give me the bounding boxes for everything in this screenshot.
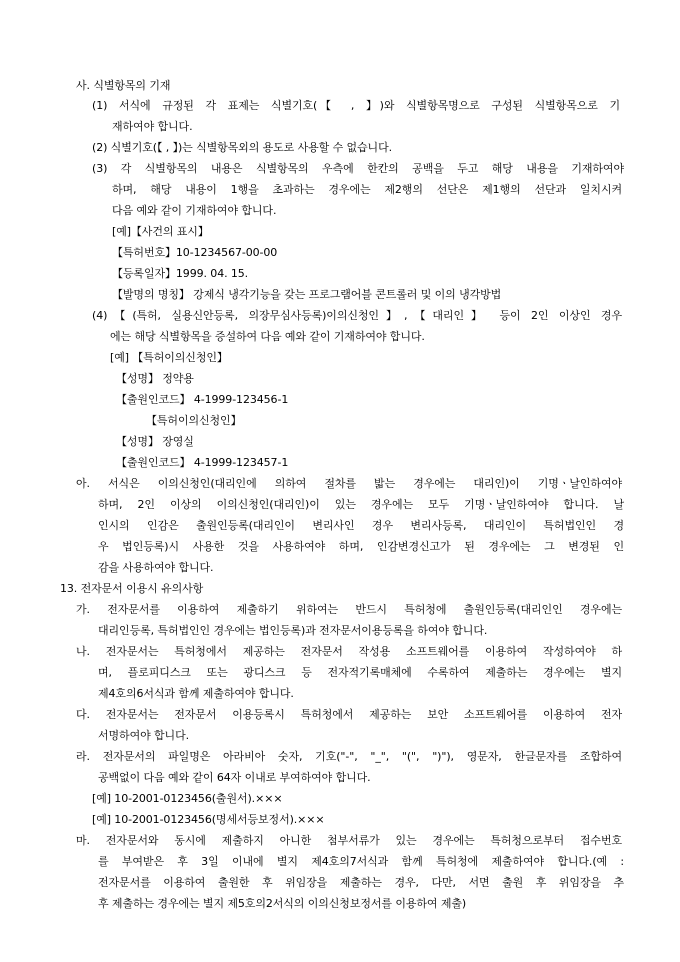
section-item: 마. 전자문서와 동시에 제출하지 아니한 첨부서류가 있는 경우에는 특허청으로부터 접수번호 bbox=[76, 834, 622, 847]
section-item-continuation: 감을 사용하여야 합니다. bbox=[98, 561, 214, 574]
section-item-continuation: 하며, 2인 이상의 이의신청인(대리인)이 있는 경우에는 모두 기명ㆍ날인하여야 합니다. 날 bbox=[98, 498, 624, 511]
example-line: [예] 【특허이의신청인】 bbox=[110, 351, 228, 364]
section-item-continuation: 후 제출하는 경우에는 별지 제5호의2서식의 이의신청보정서를 이용하여 제출) bbox=[98, 897, 467, 910]
example-line: 【발명의 명칭】 강제식 냉각기능을 갖는 프로그램어블 콘트롤러 및 이의 냉각방법 bbox=[112, 288, 502, 301]
list-item-continuation: 재하여야 합니다. bbox=[112, 120, 193, 133]
section-item: 나. 전자문서는 특허청에서 제공하는 전자문서 작성용 소프트웨어를 이용하여 작성하여야 하 bbox=[76, 645, 622, 658]
example-line: 【특허이의신청인】 bbox=[146, 414, 242, 427]
section-item-continuation: 를 부여받은 후 3일 이내에 별지 제4호의7서식과 함께 특허청에 제출하여야 합니다.(예 : bbox=[98, 855, 624, 868]
section-item-continuation: 대리인등록, 특허법인인 경우에는 법인등록)과 전자문서이용등록을 하여야 합니다. bbox=[98, 624, 488, 637]
section-item: 아. 서식은 이의신청인(대리인에 의하여 절차를 밟는 경우에는 대리인)이 기명ㆍ날인하여야 bbox=[76, 477, 622, 490]
section-item-continuation: 서명하여야 합니다. bbox=[98, 729, 190, 742]
example-line: 【성명】 정약용 bbox=[116, 372, 194, 385]
list-item: (4)【(특허, 실용신안등록, 의장무심사등록)이의신청인】,【대리인】 등이 2인 이상인 경우 bbox=[92, 309, 622, 322]
section-item: 다. 전자문서는 전자문서 이용등록시 특허청에서 제공하는 보안 소프트웨어를 이용하여 전자 bbox=[76, 708, 622, 721]
list-item-continuation: 다음 예와 같이 기재하여야 합니다. bbox=[112, 204, 277, 217]
section-item: 라. 전자문서의 파일명은 아라비아 숫자, 기호("-", "_", "(", ")"), 영문자, 한글문자를 조합하여 bbox=[76, 750, 622, 763]
example-line: [예] 10-2001-0123456(출원서).××× bbox=[92, 792, 283, 805]
section-item-continuation: 공백없이 다음 예와 같이 64자 이내로 부여하여야 합니다. bbox=[98, 771, 371, 784]
section-item-continuation: 우 법인등록)시 사용한 것을 사용하여야 하며, 인감변경신고가 된 경우에는 그 변경된 인 bbox=[98, 540, 624, 553]
chapter-heading: 13. 전자문서 이용시 유의사항 bbox=[60, 582, 204, 595]
section-item: 가. 전자문서를 이용하여 제출하기 위하여는 반드시 특허청에 출원인등록(대리인인 경우에는 bbox=[76, 603, 622, 616]
section-item-continuation: 전자문서를 이용하여 출원한 후 위임장을 제출하는 경우, 다만, 서면 출원 후 위임장을 추 bbox=[98, 876, 624, 889]
example-line: [예]【사건의 표시】 bbox=[112, 225, 209, 238]
section-item-continuation: 제4호의6서식과 함께 제출하여야 합니다. bbox=[98, 687, 294, 700]
list-item-continuation: 하며, 해당 내용이 1행을 초과하는 경우에는 제2행의 선단은 제1행의 선단과 일치시켜 bbox=[112, 183, 622, 196]
list-item-continuation: 에는 해당 식별항목을 증설하여 다음 예와 같이 기재하여야 합니다. bbox=[110, 330, 425, 343]
example-line: [예] 10-2001-0123456(명세서등보정서).××× bbox=[92, 813, 325, 826]
list-item: (3) 각 식별항목의 내용은 식별항목의 우측에 한칸의 공백을 두고 해당 내용을 기재하여야 bbox=[92, 162, 624, 175]
example-line: 【특허번호】10-1234567-00-00 bbox=[112, 246, 278, 259]
example-line: 【출원인코드】 4-1999-123457-1 bbox=[116, 456, 289, 469]
section-item-continuation: 며, 플로피디스크 또는 광디스크 등 전자적기록매체에 수록하여 제출하는 경우에는 별지 bbox=[98, 666, 622, 679]
example-line: 【출원인코드】 4-1999-123456-1 bbox=[116, 393, 289, 406]
section-heading: 사. 식별항목의 기재 bbox=[76, 79, 171, 92]
list-item: (2) 식별기호(【 , 】)는 식별항목외의 용도로 사용할 수 없습니다. bbox=[92, 141, 393, 154]
example-line: 【성명】 장영실 bbox=[116, 435, 194, 448]
example-line: 【등록일자】1999. 04. 15. bbox=[112, 267, 249, 280]
list-item: (1) 서식에 규정된 각 표제는 식별기호(【 , 】)와 식별항목명으로 구성된 식별항목으로 기 bbox=[92, 99, 620, 112]
section-item-continuation: 인시의 인감은 출원인등록(대리인이 변리사인 경우 변리사등록, 대리인이 특허법인인 경 bbox=[98, 519, 624, 532]
